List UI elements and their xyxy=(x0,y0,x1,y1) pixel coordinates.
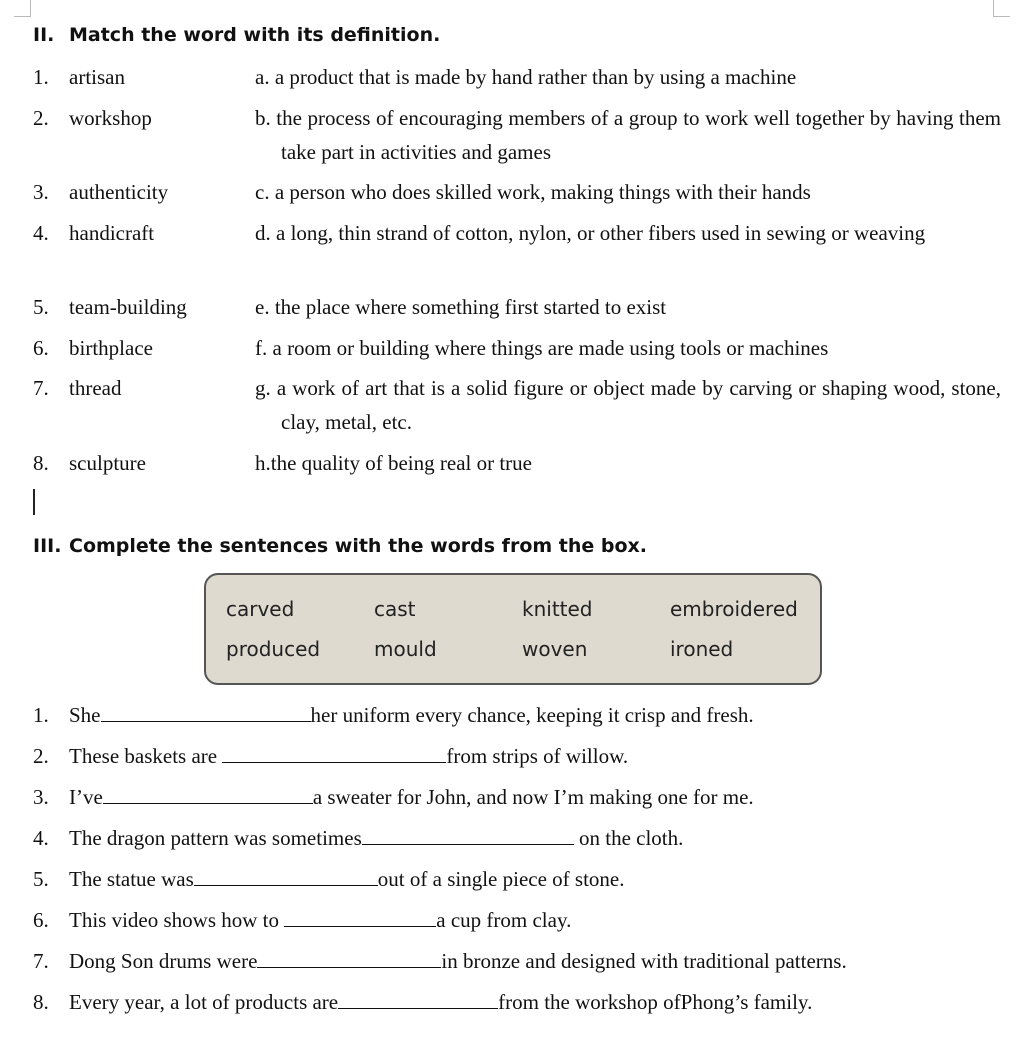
page-corner-mark-left xyxy=(14,0,31,17)
sentence-num: 6. xyxy=(33,908,49,932)
box-word: knitted xyxy=(522,597,593,621)
sentence-before: I’ve xyxy=(69,785,103,809)
match-num: 8. xyxy=(33,451,49,475)
box-word: cast xyxy=(374,597,416,621)
sentence-num: 5. xyxy=(33,867,49,891)
section-2-numeral: II. xyxy=(33,24,55,46)
match-word: birthplace xyxy=(69,336,153,360)
sentence-before: These baskets are xyxy=(69,744,223,768)
section-2-heading xyxy=(33,24,440,46)
answer-blank[interactable] xyxy=(222,740,446,763)
answer-blank[interactable] xyxy=(103,781,313,804)
sentence-before: Dong Son drums were xyxy=(69,949,258,973)
match-definition: f. a room or building where things are made using tools or machines xyxy=(255,336,829,360)
section-3-numeral: III. xyxy=(33,535,62,557)
match-definition: d. a long, thin strand of cotton, nylon, or other fibers used in sewing or weaving xyxy=(255,221,926,245)
match-word: handicraft xyxy=(69,221,155,245)
match-definition: b. the process of encouraging members of a group to work well together by having them take part in activities and games xyxy=(255,106,1001,164)
match-num: 2. xyxy=(33,106,49,130)
match-word: authenticity xyxy=(69,180,169,204)
box-word: carved xyxy=(226,597,295,621)
box-word: ironed xyxy=(670,637,734,661)
match-definition: e. the place where something first started to exist xyxy=(255,295,667,319)
word-box xyxy=(204,573,822,685)
answer-blank[interactable] xyxy=(257,945,441,968)
section-3-heading xyxy=(33,535,647,557)
match-definition: h.the quality of being real or true xyxy=(255,451,532,475)
sentence-after: a cup from clay. xyxy=(436,908,572,932)
match-definition: a. a product that is made by hand rather than by using a machine xyxy=(255,65,797,89)
match-word: thread xyxy=(69,376,122,400)
match-num: 5. xyxy=(33,295,49,319)
sentence-num: 4. xyxy=(33,826,49,850)
sentence-after: a sweater for John, and now I’m making one for me. xyxy=(312,785,754,809)
sentence-after: in bronze and designed with traditional patterns. xyxy=(441,949,847,973)
sentence-num: 1. xyxy=(33,703,49,727)
sentence-after: out of a single piece of stone. xyxy=(377,867,625,891)
sentence-num: 8. xyxy=(33,990,49,1014)
box-word: produced xyxy=(226,637,321,661)
sentence-after: from the workshop ofPhong’s family. xyxy=(498,990,813,1014)
sentence-num: 3. xyxy=(33,785,49,809)
sentence-before: The dragon pattern was sometimes xyxy=(69,826,362,850)
sentence-before: This video shows how to xyxy=(69,908,285,932)
sentence-num: 2. xyxy=(33,744,49,768)
sentence-after: her uniform every chance, keeping it crisp and fresh. xyxy=(310,703,754,727)
match-num: 4. xyxy=(33,221,49,245)
text-cursor xyxy=(33,489,35,515)
sentence-after: on the cloth. xyxy=(573,826,684,850)
match-num: 1. xyxy=(33,65,49,89)
answer-blank[interactable] xyxy=(362,822,574,845)
box-word: woven xyxy=(522,637,588,661)
box-word: embroidered xyxy=(670,597,798,621)
match-num: 3. xyxy=(33,180,49,204)
answer-blank[interactable] xyxy=(284,904,436,927)
sentence-before: The statue was xyxy=(69,867,194,891)
box-word: mould xyxy=(374,637,437,661)
match-word: workshop xyxy=(69,106,152,130)
sentence-before: Every year, a lot of products are xyxy=(69,990,339,1014)
answer-blank[interactable] xyxy=(338,986,498,1009)
page-corner-mark-right xyxy=(993,0,1010,17)
section-2-title: Match the word with its definition. xyxy=(69,24,441,46)
match-definition: c. a person who does skilled work, making things with their hands xyxy=(255,180,811,204)
match-num: 7. xyxy=(33,376,49,400)
sentence-after: from strips of willow. xyxy=(446,744,629,768)
sentence-num: 7. xyxy=(33,949,49,973)
match-word: team-building xyxy=(69,295,187,319)
sentence-before: She xyxy=(69,703,101,727)
match-word: artisan xyxy=(69,65,125,89)
section-3-title: Complete the sentences with the words from the box. xyxy=(69,535,648,557)
answer-blank[interactable] xyxy=(194,863,378,886)
match-definition: g. a work of art that is a solid figure or object made by carving or shaping wood, stone, clay, metal, etc. xyxy=(255,376,1001,434)
match-word: sculpture xyxy=(69,451,146,475)
match-num: 6. xyxy=(33,336,49,360)
answer-blank[interactable] xyxy=(101,699,311,722)
